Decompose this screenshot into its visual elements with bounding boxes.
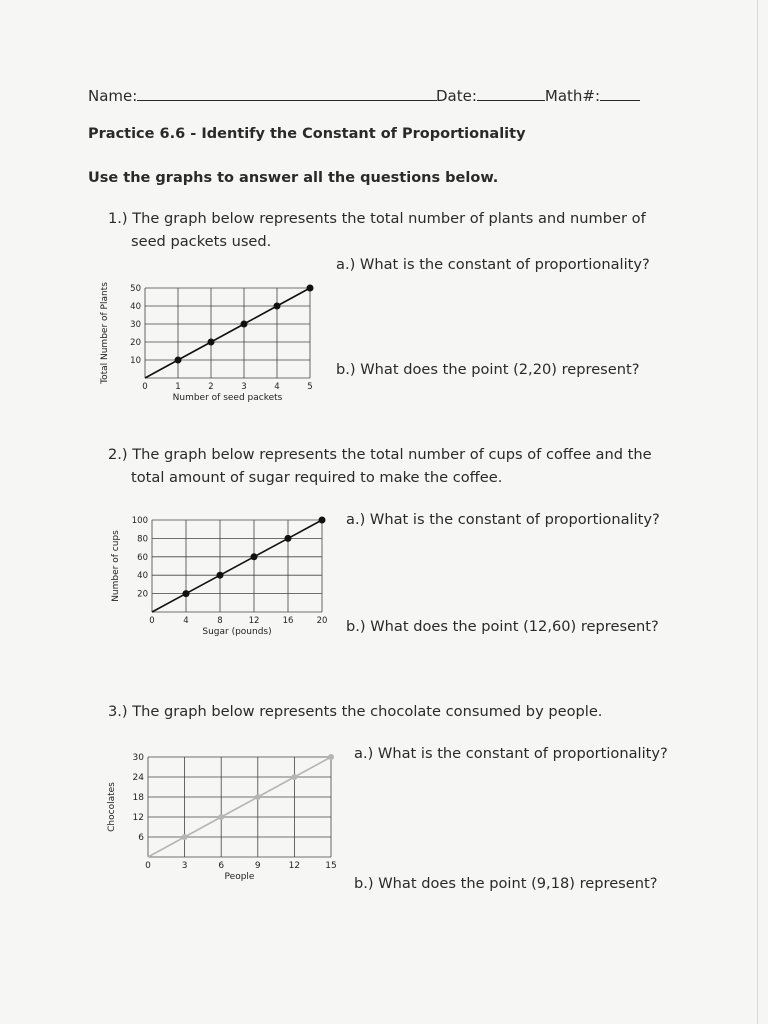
x-tick-label: 3: [181, 861, 188, 871]
x-tick-label: 5: [307, 382, 313, 392]
page-edge: [757, 0, 758, 1024]
x-tick-label: 2: [208, 382, 214, 392]
x-tick-label: 12: [248, 616, 260, 626]
x-axis-label: Number of seed packets: [172, 393, 283, 403]
q2-prompt-line2: total amount of sugar required to make the coffee.: [131, 469, 503, 486]
y-tick-label: 24: [132, 773, 144, 783]
y-tick-label: 20: [137, 589, 148, 600]
x-tick-label: 0: [142, 382, 148, 392]
y-tick-label: 80: [137, 534, 148, 545]
y-axis-label: Chocolates: [107, 782, 117, 832]
q2-part-b: b.) What does the point (12,60) represent?: [346, 618, 659, 635]
data-point: [183, 590, 190, 597]
y-tick-label: 50: [130, 284, 141, 294]
x-axis-label: People: [224, 872, 255, 882]
math-label: Math#:: [544, 87, 601, 105]
q2-part-a: a.) What is the constant of proportionality?: [346, 511, 660, 528]
x-tick-label: 4: [183, 616, 189, 626]
y-tick-label: 6: [138, 833, 144, 843]
data-point: [285, 535, 292, 542]
x-tick-label: 6: [218, 861, 225, 871]
name-label: Name:: [88, 87, 138, 105]
data-point: [218, 814, 224, 820]
data-point: [241, 321, 248, 328]
data-point: [255, 794, 261, 800]
y-tick-label: 20: [130, 338, 141, 348]
y-tick-label: 40: [137, 571, 148, 582]
y-tick-label: 100: [131, 516, 148, 526]
date-blank[interactable]: [477, 86, 545, 101]
data-point: [319, 517, 326, 524]
date-math-fields[interactable]: [436, 86, 640, 105]
series-line: [145, 288, 310, 378]
x-tick-label: 1: [175, 382, 181, 392]
y-axis-label: Total Number of Plants: [100, 282, 110, 384]
data-point: [208, 339, 215, 346]
instructions: Use the graphs to answer all the questions below.: [88, 170, 499, 186]
math-blank[interactable]: [600, 86, 640, 101]
data-point: [175, 357, 182, 364]
page-title: Practice 6.6 - Identify the Constant of Proportionality: [88, 126, 526, 142]
q1-part-a: a.) What is the constant of proportionality?: [336, 256, 650, 273]
x-tick-label: 12: [288, 861, 301, 871]
data-point: [274, 303, 281, 310]
data-point: [328, 754, 334, 760]
y-tick-label: 30: [130, 320, 141, 330]
y-tick-label: 60: [137, 552, 148, 563]
y-tick-label: 12: [132, 813, 144, 823]
x-axis-label: Sugar (pounds): [202, 627, 272, 637]
name-field[interactable]: [88, 86, 437, 105]
name-blank[interactable]: [137, 86, 437, 101]
series-line: [148, 757, 331, 857]
q1-prompt-line2: seed packets used.: [131, 233, 272, 250]
q1-prompt-line1: 1.) The graph below represents the total number of plants and number of: [108, 210, 646, 227]
y-tick-label: 10: [130, 356, 141, 366]
q3-part-b: b.) What does the point (9,18) represent?: [354, 875, 658, 892]
x-tick-label: 15: [325, 861, 337, 871]
x-tick-label: 3: [241, 382, 247, 392]
data-point: [217, 572, 224, 579]
data-point: [291, 774, 297, 780]
series-line: [152, 520, 322, 612]
data-point: [182, 834, 188, 840]
x-tick-label: 16: [282, 616, 294, 626]
x-tick-label: 0: [149, 616, 155, 626]
x-tick-label: 20: [316, 616, 328, 626]
q3-prompt-line1: 3.) The graph below represents the chocolate consumed by people.: [108, 703, 603, 720]
x-tick-label: 9: [254, 861, 261, 871]
date-label: Date:: [436, 87, 477, 105]
x-tick-label: 8: [217, 616, 223, 626]
x-tick-label: 0: [145, 861, 151, 871]
chart-plants-vs-seed-packets: [90, 278, 330, 413]
chart-chocolates-vs-people: [100, 745, 350, 890]
y-tick-label: 18: [132, 793, 144, 803]
q2-prompt-line1: 2.) The graph below represents the total number of cups of coffee and the: [108, 446, 652, 463]
chart-cups-vs-sugar: [100, 508, 350, 648]
x-tick-label: 4: [274, 382, 280, 392]
q1-part-b: b.) What does the point (2,20) represent?: [336, 361, 640, 378]
y-axis-label: Number of cups: [111, 530, 121, 602]
y-tick-label: 30: [132, 753, 144, 763]
y-tick-label: 40: [130, 302, 141, 312]
q3-part-a: a.) What is the constant of proportionality?: [354, 745, 668, 762]
data-point: [307, 285, 314, 292]
data-point: [251, 553, 258, 560]
